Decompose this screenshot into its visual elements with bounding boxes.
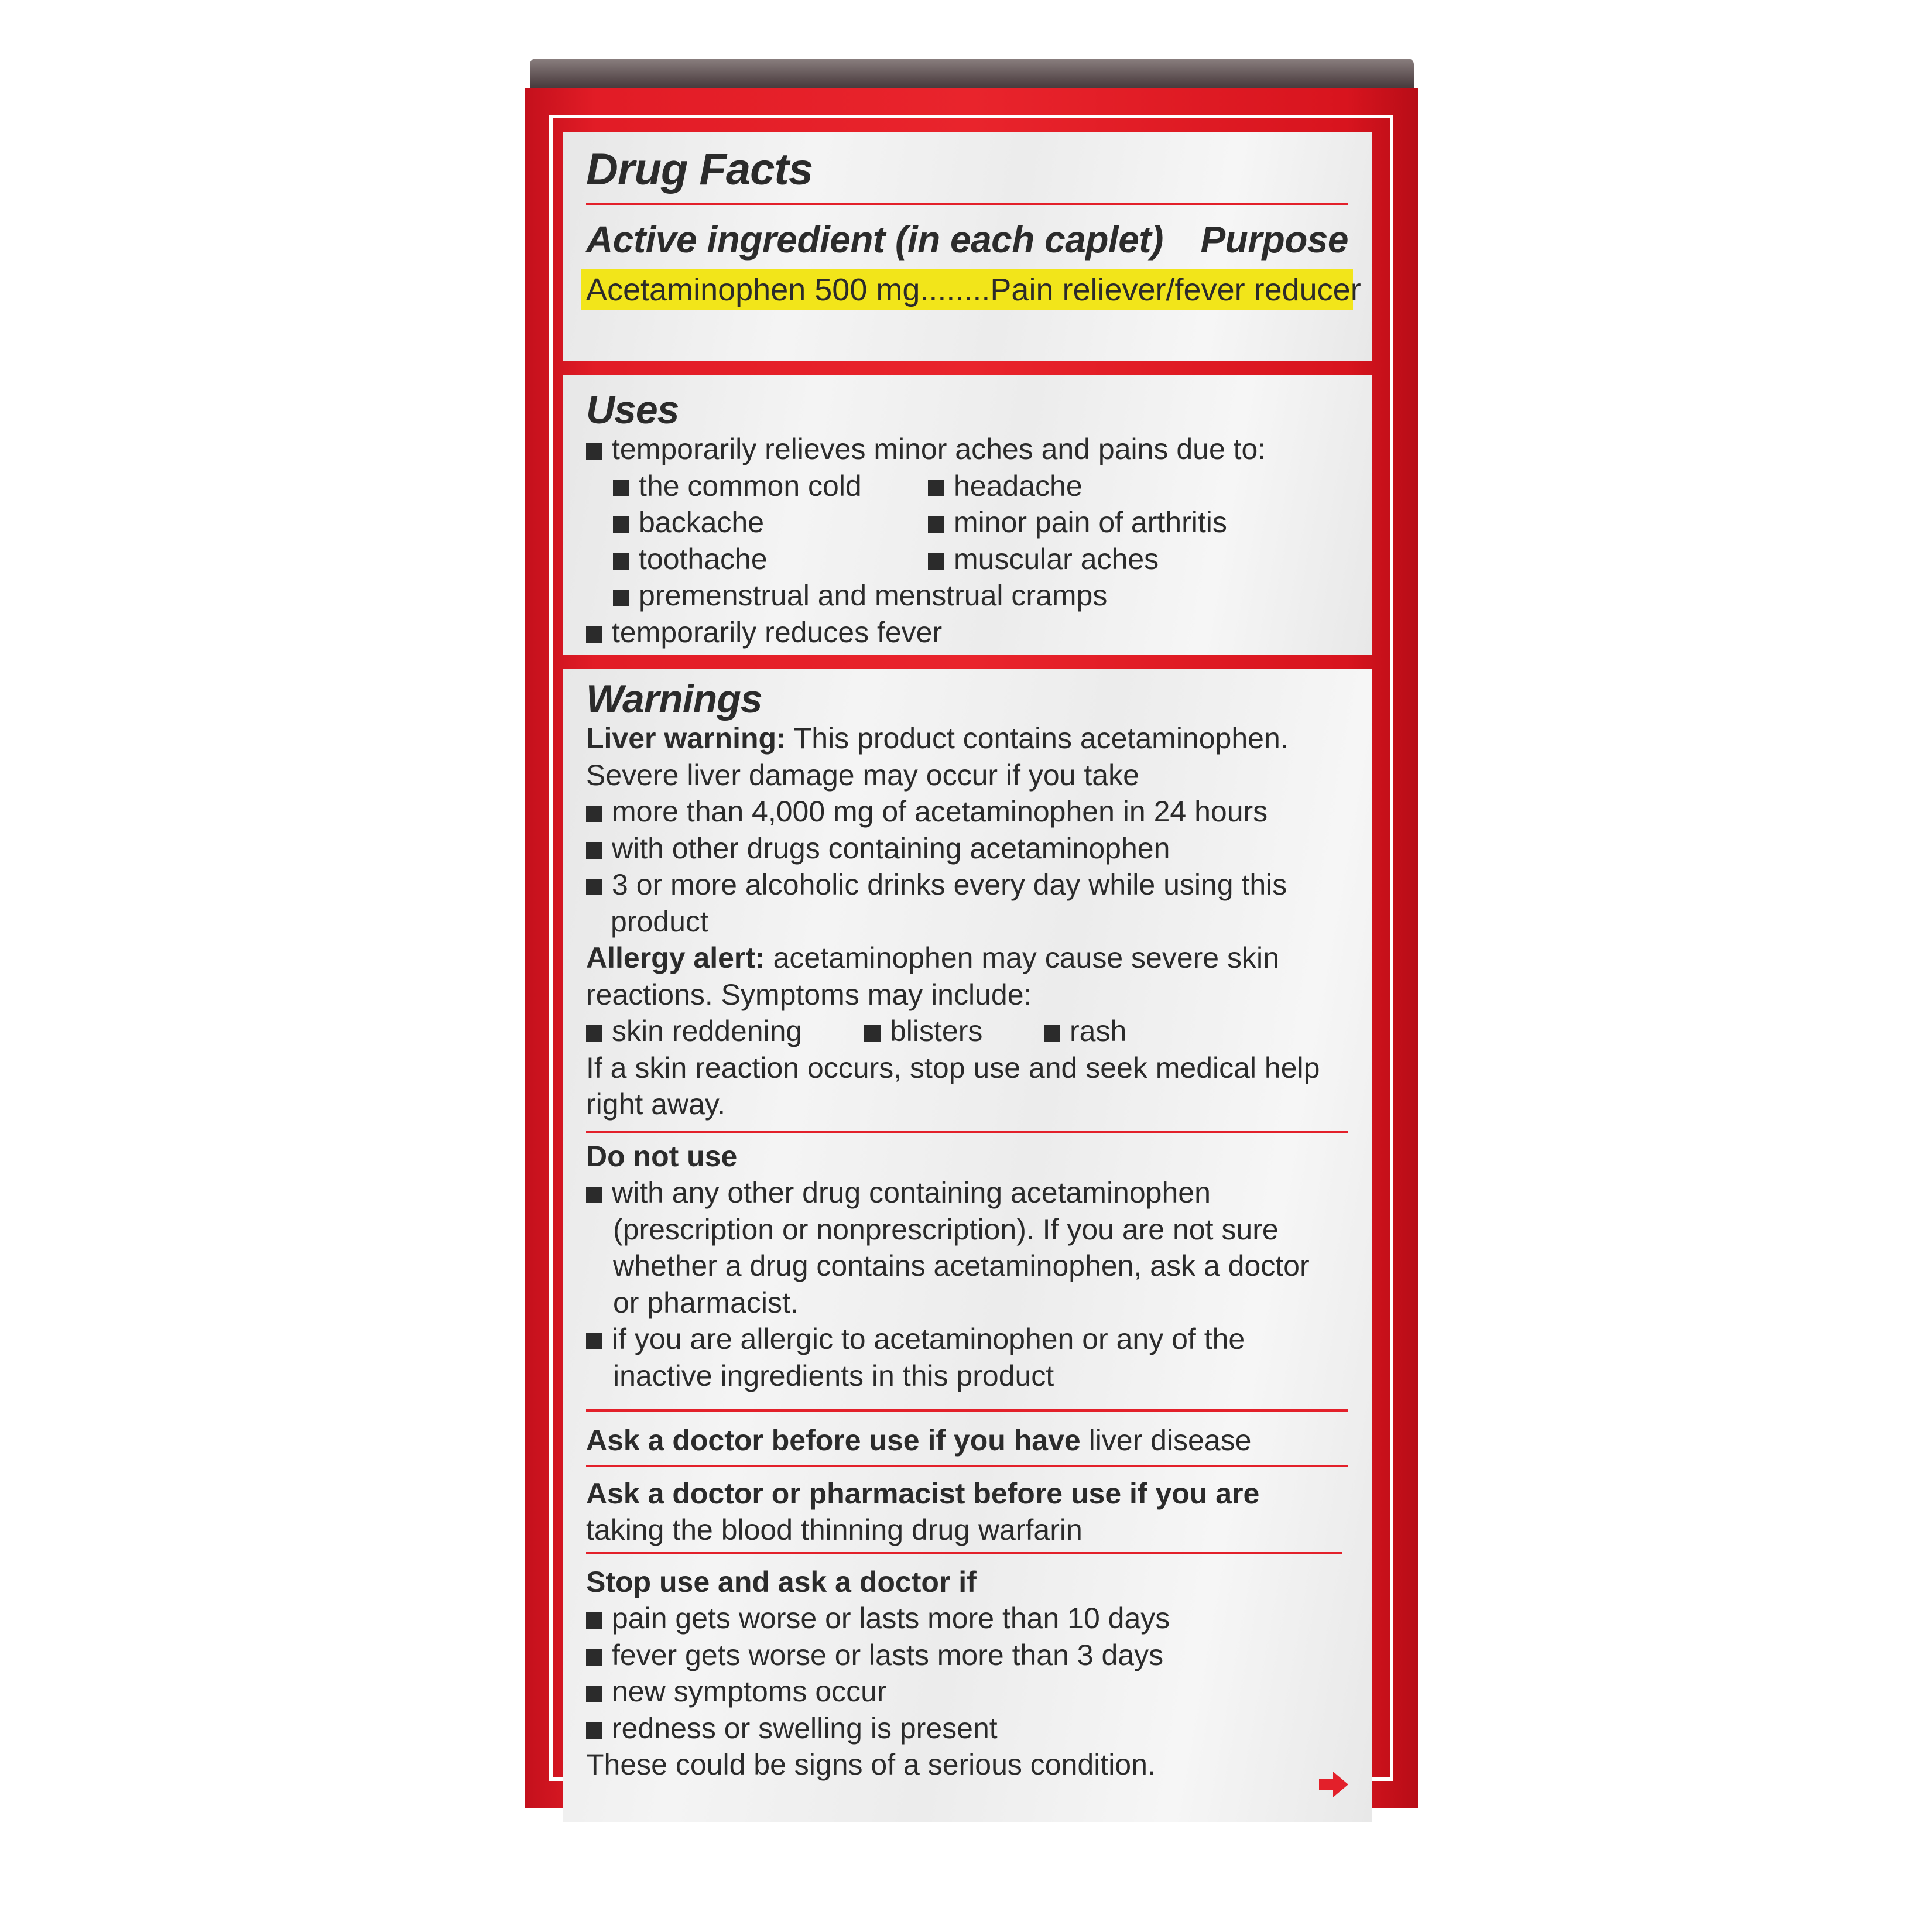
liver-warning: Liver warning: This product contains acetaminophen. [586, 722, 1289, 755]
bullet-icon [1044, 1025, 1060, 1042]
bullet-icon [586, 842, 602, 859]
warnings-panel [563, 669, 1372, 1822]
list-item: if you are allergic to acetaminophen or any of the [586, 1321, 1348, 1358]
list-item: blisters [864, 1013, 982, 1050]
list-item: redness or swelling is present [586, 1710, 1348, 1747]
bullet-icon [586, 443, 602, 460]
bullet-icon [613, 480, 629, 496]
continue-arrow-icon [1319, 1772, 1348, 1797]
bullet-icon [613, 590, 629, 606]
bullet-icon [613, 553, 629, 570]
package-side-panel [525, 88, 1418, 1808]
liver-warning-text: Severe liver damage may occur if you take [586, 758, 1139, 792]
bullet-icon [928, 516, 944, 533]
stop-use-title: Stop use and ask a doctor if [586, 1565, 977, 1598]
list-item-continued: or pharmacist. [613, 1286, 799, 1319]
list-item: the common cold [613, 468, 862, 505]
ask-pharmacist-title: Ask a doctor or pharmacist before use if you are [586, 1477, 1260, 1510]
drug-facts-title: Drug Facts [586, 145, 813, 194]
active-ingredient-heading: Active ingredient (in each caplet) [586, 218, 1163, 261]
bullet-icon [928, 480, 944, 496]
list-item: with other drugs containing acetaminophen [586, 830, 1348, 867]
list-item: minor pain of arthritis [928, 504, 1227, 541]
purpose-heading: Purpose [1200, 218, 1348, 261]
divider [586, 1131, 1348, 1133]
list-item: more than 4,000 mg of acetaminophen in 24 hours [586, 793, 1348, 830]
active-ingredient-header [586, 218, 1348, 261]
list-item: fever gets worse or lasts more than 3 days [586, 1637, 1348, 1674]
drug-facts-panel [563, 132, 1372, 361]
list-item: premenstrual and menstrual cramps [586, 577, 1348, 614]
allergy-alert-text: reactions. Symptoms may include: [586, 978, 1032, 1011]
bullet-icon [586, 1722, 602, 1739]
list-item: backache [613, 504, 764, 541]
symptoms-row [586, 1013, 1348, 1050]
ask-doctor: Ask a doctor before use if you have liver disease [586, 1424, 1252, 1457]
list-item-continued: product [611, 905, 708, 938]
bullet-icon [586, 626, 602, 643]
list-item: muscular aches [928, 541, 1159, 578]
bullet-icon [586, 1187, 602, 1203]
bullet-icon [586, 1612, 602, 1629]
skin-reaction-text: If a skin reaction occurs, stop use and seek medical help [586, 1051, 1320, 1084]
allergy-alert: Allergy alert: acetaminophen may cause severe skin [586, 941, 1279, 974]
stop-use-footer: These could be signs of a serious condition. [586, 1748, 1156, 1781]
list-item-row [586, 468, 1348, 505]
list-item-row [586, 504, 1348, 541]
uses-title: Uses [586, 388, 679, 432]
bullet-icon [586, 1333, 602, 1349]
list-item-continued: (prescription or nonprescription). If you are not sure [613, 1212, 1279, 1246]
divider [586, 1409, 1348, 1412]
list-item: temporarily relieves minor aches and pains due to: [586, 431, 1348, 468]
active-ingredient-line: Acetaminophen 500 mg........Pain reliever/fever reducer [581, 269, 1353, 310]
divider [586, 1465, 1348, 1467]
warnings-title: Warnings [586, 677, 762, 721]
bullet-icon [928, 553, 944, 570]
uses-panel [563, 375, 1372, 655]
list-item: skin reddening [586, 1013, 802, 1050]
list-item-continued: inactive ingredients in this product [613, 1359, 1054, 1392]
list-item: 3 or more alcoholic drinks every day while using this [586, 866, 1348, 903]
bullet-icon [586, 1649, 602, 1666]
divider [586, 1552, 1342, 1554]
bullet-icon [586, 1686, 602, 1702]
divider [586, 203, 1348, 205]
ask-pharmacist-text: taking the blood thinning drug warfarin [586, 1513, 1083, 1546]
skin-reaction-text: right away. [586, 1088, 726, 1121]
list-item: temporarily reduces fever [586, 614, 1348, 651]
list-item: pain gets worse or lasts more than 10 days [586, 1600, 1348, 1637]
bullet-icon [586, 1025, 602, 1042]
list-item: headache [928, 468, 1083, 505]
bullet-icon [586, 806, 602, 822]
bullet-icon [864, 1025, 881, 1042]
list-item: with any other drug containing acetaminophen [586, 1174, 1348, 1211]
list-item-continued: whether a drug contains acetaminophen, ask a doctor [613, 1249, 1310, 1282]
list-item: toothache [613, 541, 768, 578]
bullet-icon [613, 516, 629, 533]
list-item: new symptoms occur [586, 1673, 1348, 1710]
bullet-icon [586, 879, 602, 895]
list-item: rash [1044, 1013, 1126, 1050]
do-not-use-title: Do not use [586, 1139, 738, 1173]
list-item-row [586, 541, 1348, 578]
